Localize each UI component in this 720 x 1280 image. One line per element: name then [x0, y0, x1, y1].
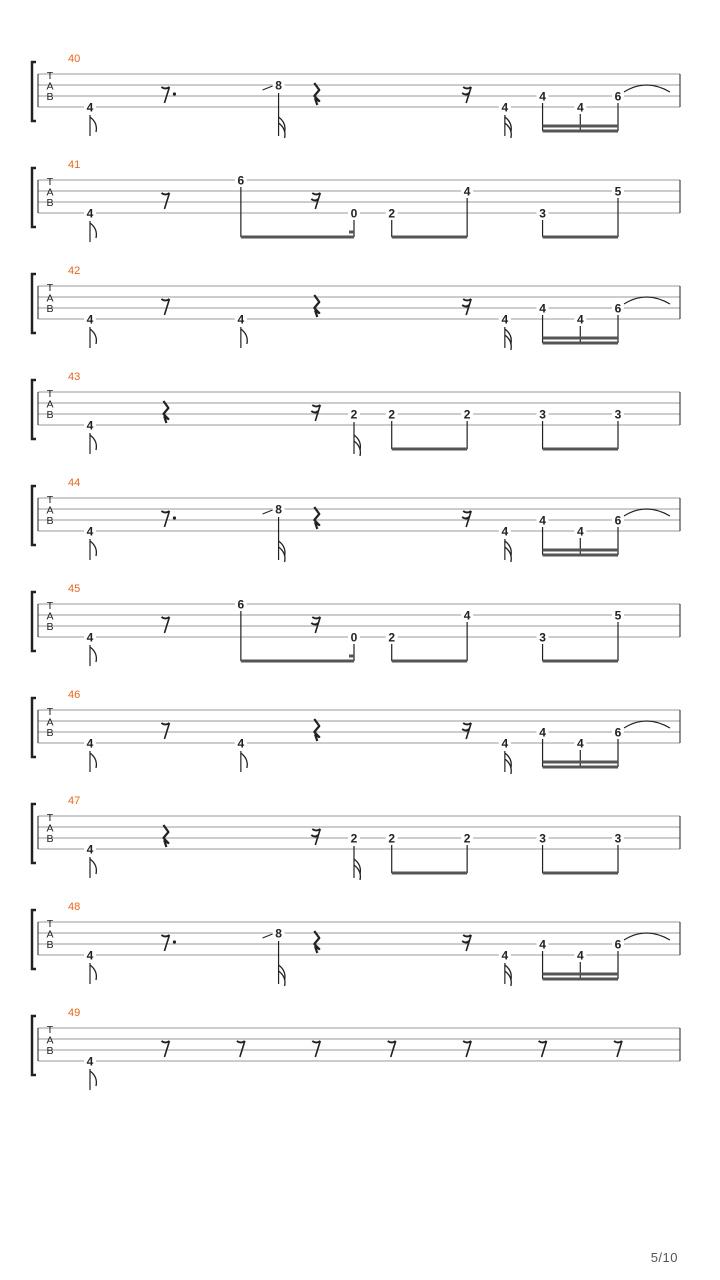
rest-dot — [173, 940, 176, 943]
tab-clef-letter: A — [46, 398, 54, 411]
slide-in-mark — [263, 510, 273, 514]
fret-number: 4 — [86, 418, 94, 433]
rest-flag — [312, 617, 320, 619]
rest-flag — [462, 941, 469, 943]
rest-flag — [312, 1041, 320, 1043]
tab-system — [32, 159, 680, 242]
tab-clef-letter: B — [46, 833, 54, 845]
tab-clef-letter: B — [46, 939, 54, 951]
quarter-rest — [163, 825, 168, 847]
note-flag — [90, 223, 96, 238]
tab-clef-letter: B — [46, 409, 54, 421]
fret-number: 4 — [539, 937, 546, 952]
rest-flag — [463, 723, 471, 725]
fret-number: 4 — [237, 312, 245, 327]
fret-number: 4 — [501, 524, 509, 539]
fret-number: 2 — [463, 407, 471, 422]
tab-clef-letter: A — [46, 1034, 54, 1047]
tab-clef-letter: T — [46, 388, 54, 400]
fret-number: 8 — [275, 78, 282, 93]
tab-clef-letter: T — [46, 176, 54, 188]
quarter-rest — [314, 83, 319, 105]
tab-clef-letter: A — [46, 716, 54, 729]
tab-clef-letter: T — [46, 494, 54, 506]
fret-number: 5 — [614, 184, 622, 199]
measure-number: 47 — [68, 795, 81, 807]
tab-clef-letter: A — [46, 186, 54, 199]
rest-flag — [237, 1041, 245, 1043]
fret-number: 8 — [275, 502, 282, 517]
tab-clef-letter: A — [46, 610, 54, 623]
system-bracket — [32, 380, 36, 439]
fret-number: 0 — [350, 206, 358, 221]
fret-number: 4 — [576, 524, 584, 539]
fret-number: 4 — [576, 100, 584, 115]
rest-flag — [462, 305, 469, 307]
measure-number: 43 — [68, 371, 81, 383]
tab-system — [32, 265, 680, 350]
rest-flag — [161, 617, 169, 619]
tab-system — [32, 583, 680, 666]
rest-flag — [463, 1041, 471, 1043]
rest-flag — [311, 199, 318, 201]
tab-system — [32, 689, 680, 774]
fret-number: 2 — [388, 630, 396, 645]
fret-number: 2 — [388, 831, 396, 846]
rest-flag — [161, 723, 169, 725]
fret-number: 2 — [350, 831, 358, 846]
note-flag — [90, 753, 96, 768]
tab-system — [32, 795, 680, 880]
tab-system — [32, 371, 680, 456]
tab-clef-letter: A — [46, 504, 54, 517]
rest-flag — [312, 405, 320, 407]
quarter-rest — [314, 719, 319, 741]
tab-system — [32, 901, 680, 986]
system-bracket — [32, 1016, 36, 1075]
rest-flag — [312, 193, 320, 195]
fret-number: 4 — [501, 100, 509, 115]
fret-number: 6 — [237, 597, 245, 612]
fret-number: 3 — [614, 407, 622, 422]
rest-flag — [312, 829, 320, 831]
tab-clef-letter: T — [46, 1024, 54, 1036]
tab-clef-letter: B — [46, 727, 54, 739]
tie-arc — [624, 85, 670, 92]
tab-clef-letter: T — [46, 918, 54, 930]
fret-number: 4 — [237, 736, 245, 751]
tab-clef-letter: B — [46, 91, 54, 103]
fret-number: 4 — [86, 736, 94, 751]
rest-flag — [161, 511, 169, 513]
fret-number: 6 — [614, 725, 622, 740]
fret-number: 6 — [614, 301, 622, 316]
fret-number: 4 — [501, 736, 509, 751]
fret-number: 4 — [86, 630, 94, 645]
measure-number: 49 — [68, 1007, 81, 1019]
quarter-rest — [314, 931, 319, 953]
rest-flag — [463, 87, 471, 89]
tab-clef-letter: T — [46, 706, 54, 718]
tab-clef-letter: B — [46, 197, 54, 209]
tab-clef-letter: A — [46, 292, 54, 305]
rest-flag — [311, 411, 318, 413]
fret-number: 3 — [539, 831, 546, 846]
fret-number: 4 — [463, 184, 471, 199]
fret-number: 4 — [86, 1054, 94, 1069]
tab-clef-letter: A — [46, 80, 54, 93]
rest-flag — [161, 87, 169, 89]
slide-in-mark — [263, 86, 273, 90]
note-flag — [90, 859, 96, 874]
note-flag — [90, 965, 96, 980]
tab-clef-letter: A — [46, 928, 54, 941]
rest-flag — [462, 729, 469, 731]
rest-flag — [463, 511, 471, 513]
fret-number: 8 — [275, 926, 282, 941]
quarter-rest — [163, 401, 168, 423]
note-flag — [90, 435, 96, 450]
rest-flag — [463, 935, 471, 937]
rest-flag — [614, 1041, 622, 1043]
quarter-rest — [314, 295, 319, 317]
system-bracket — [32, 486, 36, 545]
fret-number: 6 — [237, 173, 245, 188]
rest-flag — [161, 935, 169, 937]
tab-clef-letter: T — [46, 600, 54, 612]
rest-flag — [388, 1041, 396, 1043]
tab-clef-letter: A — [46, 822, 54, 835]
fret-number: 4 — [576, 736, 584, 751]
tab-clef-letter: T — [46, 282, 54, 294]
fret-number: 4 — [86, 524, 94, 539]
fret-number: 2 — [463, 831, 471, 846]
system-bracket — [32, 274, 36, 333]
rest-flag — [161, 1041, 169, 1043]
tab-clef-letter: B — [46, 621, 54, 633]
tab-clef-letter: B — [46, 303, 54, 315]
tab-clef-letter: T — [46, 812, 54, 824]
note-flag — [90, 1071, 96, 1086]
fret-number: 3 — [614, 831, 622, 846]
fret-number: 6 — [614, 89, 622, 104]
system-bracket — [32, 698, 36, 757]
fret-number: 4 — [86, 312, 94, 327]
fret-number: 2 — [388, 206, 396, 221]
quarter-rest — [314, 507, 319, 529]
slide-in-mark — [263, 934, 273, 938]
system-bracket — [32, 592, 36, 651]
tab-clef-letter: B — [46, 515, 54, 527]
fret-number: 0 — [350, 630, 358, 645]
rest-flag — [311, 835, 318, 837]
fret-number: 4 — [86, 100, 94, 115]
fret-number: 4 — [539, 89, 546, 104]
measure-number: 45 — [68, 583, 81, 595]
fret-number: 4 — [539, 301, 546, 316]
fret-number: 2 — [388, 407, 396, 422]
note-flag — [90, 647, 96, 662]
system-bracket — [32, 804, 36, 863]
system-bracket — [32, 168, 36, 227]
measure-number: 40 — [68, 53, 81, 65]
tab-system — [32, 1007, 680, 1090]
tab-clef-letter: T — [46, 70, 54, 82]
tab-clef-letter: B — [46, 1045, 54, 1057]
fret-number: 4 — [576, 948, 584, 963]
fret-number: 4 — [463, 608, 471, 623]
rest-flag — [161, 299, 169, 301]
rest-dot — [173, 92, 176, 95]
measure-number: 44 — [68, 477, 81, 489]
measure-number: 41 — [68, 159, 81, 171]
fret-number: 4 — [539, 513, 546, 528]
note-flag — [241, 753, 247, 768]
rest-dot — [173, 516, 176, 519]
fret-number: 2 — [350, 407, 358, 422]
measure-number: 48 — [68, 901, 81, 913]
system-bracket — [32, 910, 36, 969]
rest-flag — [462, 93, 469, 95]
tab-system — [32, 477, 680, 562]
tie-arc — [624, 509, 670, 516]
fret-number: 4 — [86, 206, 94, 221]
note-flag — [90, 117, 96, 132]
note-flag — [90, 541, 96, 556]
system-bracket — [32, 62, 36, 121]
rest-flag — [463, 299, 471, 301]
fret-number: 4 — [86, 842, 94, 857]
measure-number: 42 — [68, 265, 81, 277]
rest-flag — [161, 193, 169, 195]
fret-number: 6 — [614, 513, 622, 528]
page-number: 5/10 — [650, 1250, 678, 1265]
fret-number: 6 — [614, 937, 622, 952]
measure-number: 46 — [68, 689, 81, 701]
tie-arc — [624, 933, 670, 940]
fret-number: 3 — [539, 206, 546, 221]
tab-system — [32, 53, 680, 138]
fret-number: 4 — [501, 312, 509, 327]
rest-flag — [462, 517, 469, 519]
fret-number: 3 — [539, 630, 546, 645]
fret-number: 4 — [86, 948, 94, 963]
tie-arc — [624, 721, 670, 728]
rest-flag — [539, 1041, 547, 1043]
fret-number: 4 — [539, 725, 546, 740]
note-flag — [90, 329, 96, 344]
note-flag — [241, 329, 247, 344]
fret-number: 5 — [614, 608, 622, 623]
fret-number: 4 — [501, 948, 509, 963]
tie-arc — [624, 297, 670, 304]
rest-flag — [311, 623, 318, 625]
fret-number: 4 — [576, 312, 584, 327]
fret-number: 3 — [539, 407, 546, 422]
